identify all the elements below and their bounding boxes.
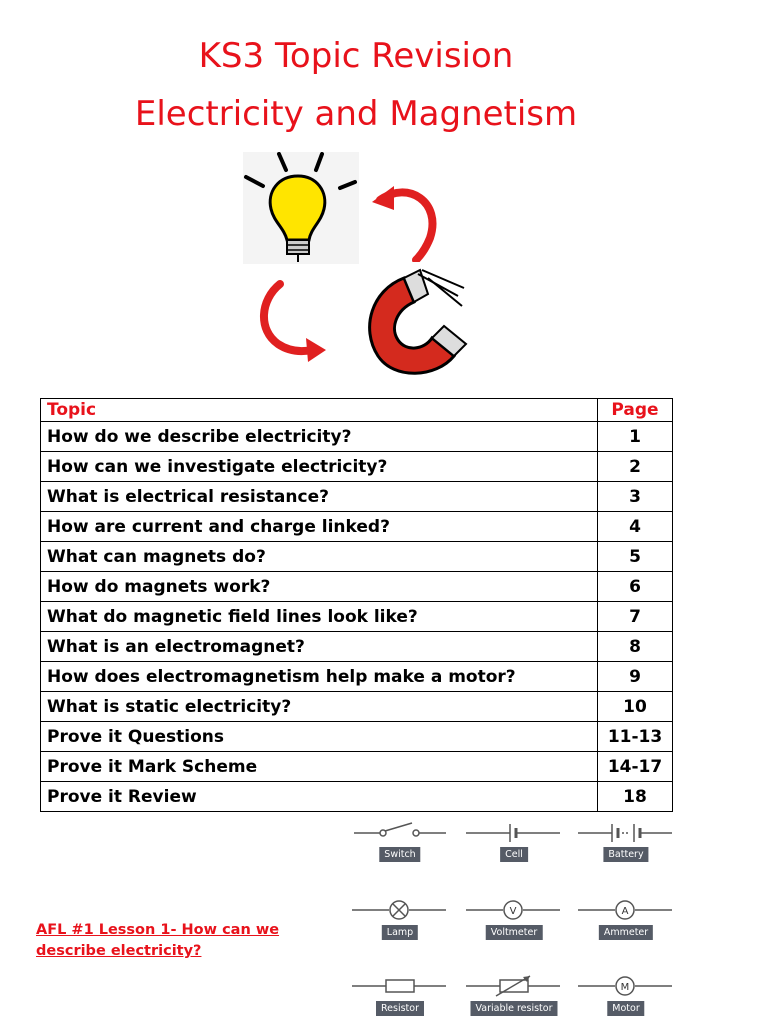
page-subtitle: Electricity and Magnetism <box>134 94 578 134</box>
topic-cell: Prove it Review <box>41 782 598 812</box>
page-cell: 7 <box>598 602 673 632</box>
lamp-symbol <box>352 898 448 948</box>
battery-icon <box>578 820 674 846</box>
battery-symbol <box>578 820 674 870</box>
page-cell: 3 <box>598 482 673 512</box>
topic-cell: What is an electromagnet? <box>41 632 598 662</box>
table-row <box>41 722 673 752</box>
topic-cell: How do we describe electricity? <box>41 422 598 452</box>
topic-cell: Prove it Questions <box>41 722 598 752</box>
resistor-label: Resistor <box>376 1001 424 1016</box>
topic-cell: How does electromagnetism help make a motor? <box>41 662 598 692</box>
curved-arrow-icon <box>372 180 442 262</box>
page-cell: 10 <box>598 692 673 722</box>
ammeter-icon <box>578 898 674 924</box>
switch-icon <box>352 820 448 846</box>
table-row <box>41 482 673 512</box>
topic-cell: How can we investigate electricity? <box>41 452 598 482</box>
afl-lesson-heading: AFL #1 Lesson 1- How can we describe electricity? <box>36 922 280 959</box>
variable-resistor-symbol <box>466 974 562 1024</box>
topic-cell: How do magnets work? <box>41 572 598 602</box>
page-cell: 9 <box>598 662 673 692</box>
page-cell: 14-17 <box>598 752 673 782</box>
table-row <box>41 752 673 782</box>
motor-label: Motor <box>607 1001 644 1016</box>
voltmeter-letter: V <box>509 906 517 917</box>
curved-arrow-icon <box>258 280 328 362</box>
table-header-row <box>41 399 673 422</box>
motor-symbol <box>578 974 674 1024</box>
ammeter-symbol <box>578 898 674 948</box>
table-row <box>41 662 673 692</box>
variable-resistor-label: Variable resistor <box>470 1001 557 1016</box>
ammeter-label: Ammeter <box>599 925 653 940</box>
cell-label: Cell <box>500 847 528 862</box>
page-cell: 6 <box>598 572 673 602</box>
lightbulb-icon <box>243 152 359 264</box>
page-cell: 2 <box>598 452 673 482</box>
topic-cell: Prove it Mark Scheme <box>41 752 598 782</box>
page-cell: 11-13 <box>598 722 673 752</box>
table-row <box>41 512 673 542</box>
voltmeter-label: Voltmeter <box>486 925 543 940</box>
cell-icon <box>466 820 562 846</box>
topic-column-header: Topic <box>41 399 598 422</box>
page-cell: 4 <box>598 512 673 542</box>
topic-cell: What can magnets do? <box>41 542 598 572</box>
page-cell: 18 <box>598 782 673 812</box>
battery-label: Battery <box>603 847 648 862</box>
topic-table <box>40 398 673 812</box>
horseshoe-magnet-icon <box>358 266 470 382</box>
table-row <box>41 602 673 632</box>
switch-label: Switch <box>379 847 420 862</box>
table-row <box>41 422 673 452</box>
ammeter-letter: A <box>621 906 629 917</box>
table-row <box>41 782 673 812</box>
cell-symbol <box>466 820 562 870</box>
table-row <box>41 452 673 482</box>
table-row <box>41 692 673 722</box>
page-column-header: Page <box>598 399 673 422</box>
page-cell: 1 <box>598 422 673 452</box>
variable-resistor-icon <box>466 974 562 1000</box>
resistor-symbol <box>352 974 448 1024</box>
motor-letter: M <box>620 982 630 993</box>
topic-cell: What is electrical resistance? <box>41 482 598 512</box>
voltmeter-icon <box>466 898 562 924</box>
switch-symbol <box>352 820 448 870</box>
motor-icon <box>578 974 674 1000</box>
topic-cell: What is static electricity? <box>41 692 598 722</box>
lamp-icon <box>352 898 448 924</box>
table-row <box>41 542 673 572</box>
topic-cell: How are current and charge linked? <box>41 512 598 542</box>
lamp-label: Lamp <box>382 925 418 940</box>
page-cell: 8 <box>598 632 673 662</box>
table-row <box>41 632 673 662</box>
page-title: KS3 Topic Revision <box>198 36 514 76</box>
voltmeter-symbol <box>466 898 562 948</box>
resistor-icon <box>352 974 448 1000</box>
table-row <box>41 572 673 602</box>
topic-cell: What do magnetic field lines look like? <box>41 602 598 632</box>
page-cell: 5 <box>598 542 673 572</box>
